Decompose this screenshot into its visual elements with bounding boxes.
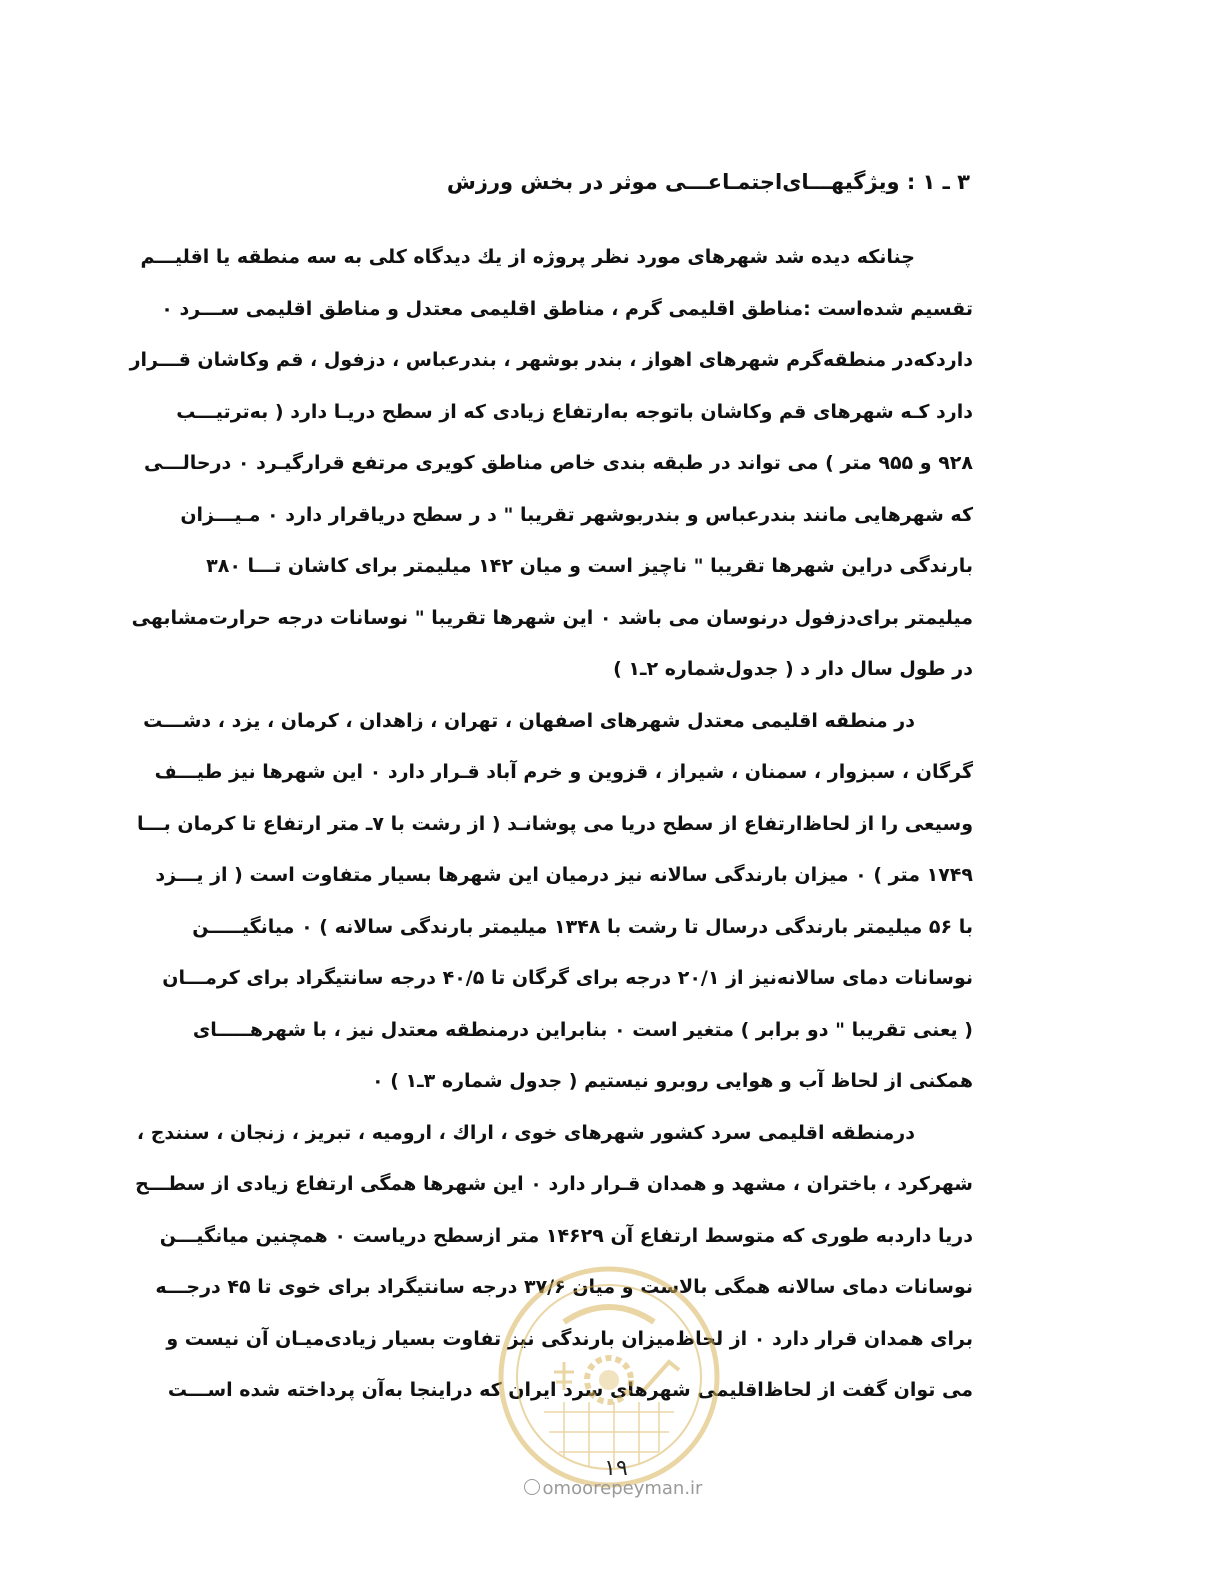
text-line: میلیمتر برای‌دزفول درنوسان می باشد ۰ این شهرها تقریبا " نوسانات درجه حرارت‌مشابهی	[131, 606, 973, 629]
text-line: با ۵۶ میلیمتر بارندگی درسال تا رشت با ۱۳۴۸ میلیمتر بارندگی سالانه ) ۰ میانگیـــــن	[192, 915, 973, 938]
section-heading: ۳ ـ ۱ : ویژگیهـــای‌اجتمـاعـــی موثر در بخش ورزش	[446, 170, 970, 194]
text-line: در طول سال دار د ( جدول‌شماره ۲ـ۱ )	[613, 658, 973, 680]
text-line: نوسانات دمای سالانه‌نیز از ۲۰/۱ درجه برای گرگان تا ۴۰/۵ درجه سانتیگراد برای كرمـــان	[162, 967, 973, 989]
text-line: ۹۲۸ و ۹۵۵ متر ) می تواند در طبقه بندی خاص مناطق كویری مرتفع قرارگیـرد ۰ درحالـــی	[143, 452, 973, 474]
text-line: ۱۷۴۹ متر ) ۰ میزان بارندگی سالانه نیز درمیان این شهرها بسیار متفاوت است ( از یـــزد	[155, 864, 973, 886]
text-line: همكنی از لحاظ آب و هوایی روبرو نیستیم ( جدول شماره ۳ـ۱ ) ۰	[372, 1070, 973, 1092]
text-line: چنانکه دیده شد شهرهای مورد نظر پروژه از یك دیدگاه كلی به سه منطقه یا اقلیـــم	[140, 246, 915, 268]
at-sign-icon	[524, 1479, 540, 1495]
text-line: نوسانات دمای سالانه همگی بالاست و میان ۳۷/۶ درجه سانتیگراد برای خوی تا ۴۵ درجـــه	[155, 1276, 973, 1298]
site-watermark	[508, 1478, 718, 1499]
text-line: در منطقه اقلیمی معتدل شهرهای اصفهان ، تهران ، زاهدان ، كرمان ، یزد ، دشـــت	[143, 709, 915, 732]
text-line: می توان گفت از لحاظ‌اقلیمی شهرهای سرد ایران كه دراینجا به‌آن پرداخته شده اســـت	[167, 1379, 973, 1401]
page-number: ۱۹	[604, 1456, 628, 1481]
text-line: درمنطقه اقلیمی سرد كشور شهرهای خوی ، اراك ، ارومیه ، تبریز ، زنجان ، سنندج ،	[136, 1121, 915, 1144]
text-line: داردکه‌در منطقه‌گرم شهرهای اهواز ، بندر بوشهر ، بندرعباس ، دزفول ، قم وكاشان قـــرار	[129, 349, 973, 371]
text-line: گرگان ، سبزوار ، سمنان ، شیراز ، قزوین و خرم آباد قـرار دارد ۰ این شهرها نیز طیـــف	[154, 761, 973, 783]
text-line: ( یعنی تقریبا " دو برابر ) متغیر است ۰ بنابراین درمنطقه معتدل نیز ، با شهرهـــــای	[192, 1018, 973, 1041]
text-line: وسیعی را از لحاظ‌ارتفاع از سطح دریا می پوشانـد ( از رشت با ۷ـ متر ارتفاع تا كرمان بـــا	[137, 812, 973, 835]
text-line: كه شهرهایی مانند بندرعباس و بندربوشهر تقریبا " د ر سطح دریاقرار دارد ۰ مـیـــزان	[180, 503, 973, 526]
document-body	[129, 232, 973, 1417]
paragraph-hot-region	[129, 232, 973, 696]
text-line: تقسیم شده‌است :مناطق اقلیمی گرم ، مناطق اقلیمی معتدل و مناطق اقلیمی ســـرد ۰	[161, 297, 973, 320]
text-line: دارد كـه شهرهای قم وكاشان باتوجه به‌ارتفاع زیادی كه از سطح دریـا دارد ( به‌ترتیـــب	[176, 400, 973, 423]
paragraph-temperate-region	[137, 696, 973, 1108]
text-line: دریا دارد‌به طوری كه متوسط ارتفاع آن ۱۴۶۲۹ متر ازسطح دریاست ۰ همچنین میانگیـــن	[159, 1224, 973, 1247]
text-line: برای همدان قرار دارد ۰ از لحاظ‌میزان بارندگی نیز تفاوت بسیار زیادی‌میـان آن نیست و	[166, 1327, 973, 1350]
text-line: شهركرد ، باختران ، مشهد و همدان قـرار دارد ۰ این شهرها همگی ارتفاع زیادی از سطـــح	[135, 1173, 973, 1195]
site-url: omoorepeyman.ir	[542, 1478, 703, 1499]
text-line: بارندگی دراین شهرها تقریبا " ناچیز است و میان ۱۴۲ میلیمتر برای كاشان تـــا ۳۸۰	[206, 555, 973, 577]
